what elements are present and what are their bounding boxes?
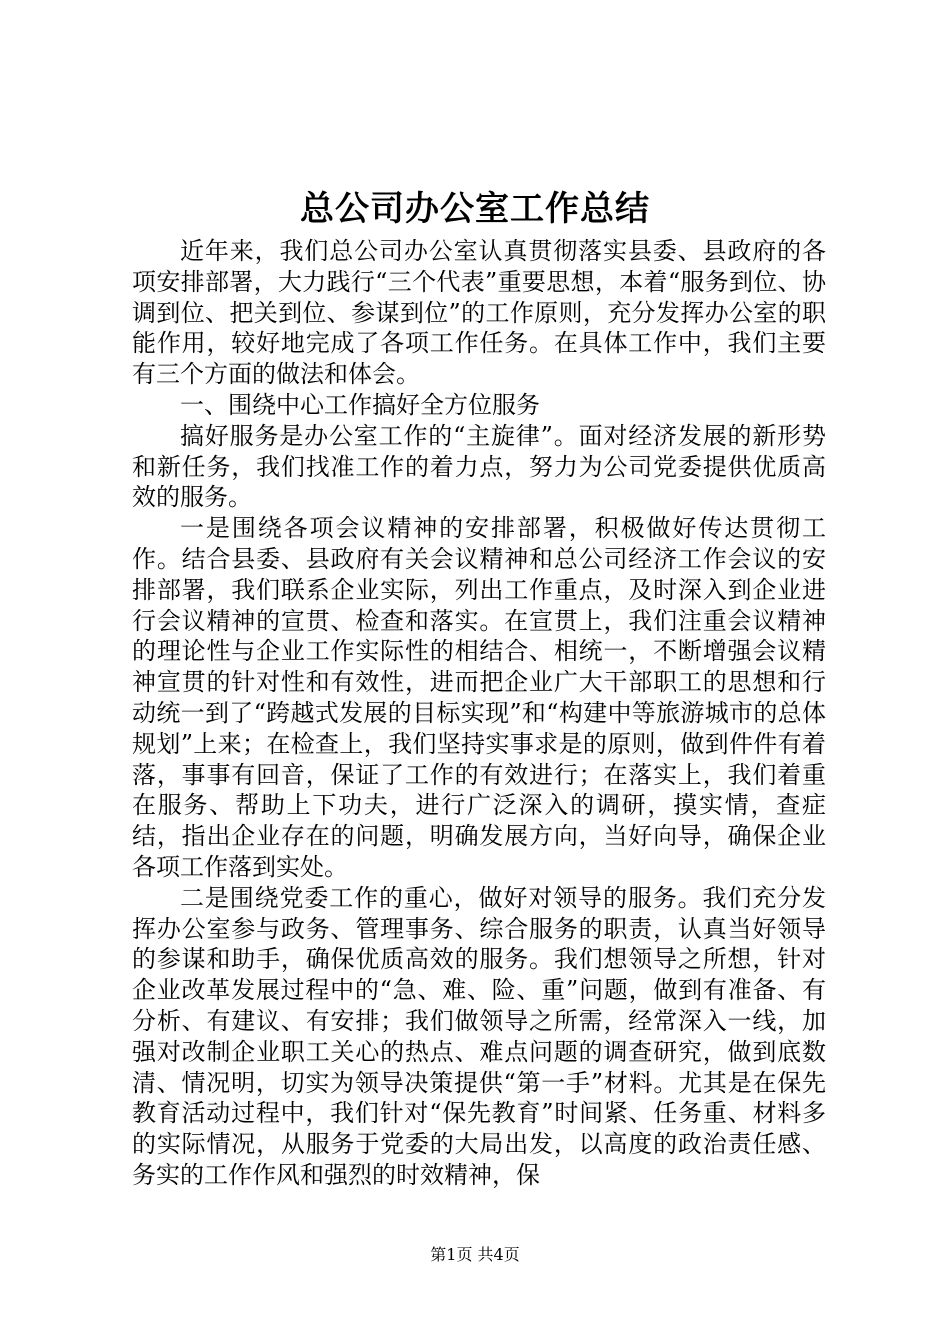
section-heading-1: 一、围绕中心工作搞好全方位服务 [180,390,540,419]
document-title: 总公司办公室工作总结 [300,189,650,229]
paragraph-meetings: 一是围绕各项会议精神的安排部署，积极做好传达贯彻工作。结合县委、县政府有关会议精神和总公司经济工作会议的安排部署，我们联系企业实际，列出工作重点，及时深入到企业进行会议精神的宣贯、检查和落实。在宣贯上，我们注重会议精神的理论性与企业工作实际性的相结合、相统一，不断增强会议精神宣贯的针对性和有效性，进而把企业广大干部职工的思想和行动统一到了“跨越式发展的目标实现”和“构建中等旅游城市的总体规划”上来；在检查上，我们坚持实事求是的原则，做到件件有着落，事事有回音，保证了工作的有效进行；在落实上，我们着重在服务、帮助上下功夫，进行广泛深入的调研，摸实情，查症结，指出企业存在的问题，明确发展方向，当好向导，确保企业各项工作落到实处。 [132,514,826,881]
page-footer: 第1页 共4页 [430,1245,520,1264]
document-body [132,236,826,1191]
paragraph-leadership: 二是围绕党委工作的重心，做好对领导的服务。我们充分发挥办公室参与政务、管理事务、综合服务的职责，认真当好领导的参谋和助手，确保优质高效的服务。我们想领导之所想，针对企业改革发展过程中的“急、难、险、重”问题，做到有准备、有分析、有建议、有安排；我们做领导之所需，经常深入一线，加强对改制企业职工关心的热点、难点问题的调查研究，做到底数清、情况明，切实为领导决策提供“第一手”材料。尤其是在保先教育活动过程中，我们针对“保先教育”时间紧、任务重、材料多的实际情况，从服务于党委的大局出发，以高度的政治责任感、务实的工作作风和强烈的时效精神，保 [132,883,826,1189]
paragraph-service: 搞好服务是办公室工作的“主旋律”。面对经济发展的新形势和新任务，我们找准工作的着力点，努力为公司党委提供优质高效的服务。 [132,421,826,512]
paragraph-intro: 近年来，我们总公司办公室认真贯彻落实县委、县政府的各项安排部署，大力践行“三个代表”重要思想，本着“服务到位、协调到位、把关到位、参谋到位”的工作原则，充分发挥办公室的职能作用，较好地完成了各项工作任务。在具体工作中，我们主要有三个方面的做法和体会。 [132,237,826,389]
